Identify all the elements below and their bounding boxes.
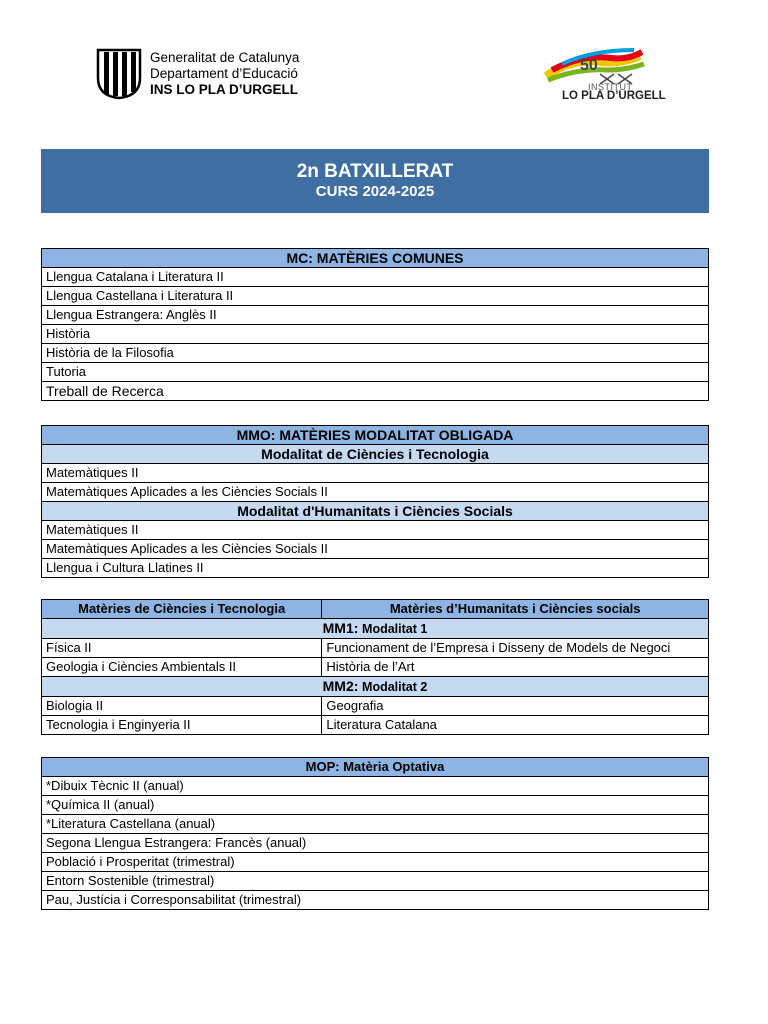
modality-group-title: Modalitat de Ciències i Tecnologia — [42, 445, 709, 464]
table-row: Tutoria — [42, 363, 709, 382]
generalitat-text — [150, 50, 299, 98]
table-cell: Literatura Catalana — [322, 716, 709, 735]
common-subjects-table — [41, 248, 709, 401]
table-row: *Química II (anual) — [42, 796, 709, 815]
modality-block-heading — [42, 619, 709, 639]
table-row: Treball de Recerca — [42, 382, 709, 401]
table-cell: Funcionament de l’Empresa i Disseny de Models de Negoci — [322, 639, 709, 658]
generalitat-name: Generalitat de Catalunya — [150, 50, 300, 65]
page-header — [96, 48, 666, 104]
school-logo-institut: INSTITUT — [588, 82, 633, 92]
table-row: Llengua Castellana i Literatura II — [42, 287, 709, 306]
generalitat-logo — [96, 48, 142, 100]
table-row: Llengua Estrangera: Anglès II — [42, 306, 709, 325]
table-cell: Física II — [42, 639, 322, 658]
optional-subjects-table — [41, 757, 709, 910]
department-name: Departament d’Educació — [150, 66, 298, 81]
table-cell: Història de l’Art — [322, 658, 709, 677]
table-cell: Geografia — [322, 697, 709, 716]
modality-label: Modalitat 2 — [362, 680, 428, 694]
school-logo-name: LO PLA D’URGELL — [562, 90, 666, 102]
table-row: Segona Llengua Estrangera: Francès (anual) — [42, 834, 709, 853]
table-row: Història — [42, 325, 709, 344]
table-row: Matemàtiques Aplicades a les Ciències Socials II — [42, 483, 709, 502]
table-row: *Literatura Castellana (anual) — [42, 815, 709, 834]
school-logo — [542, 48, 666, 104]
table-row: Població i Prosperitat (trimestral) — [42, 853, 709, 872]
modality-code: MM1: — [322, 620, 359, 636]
modality-group-title: Modalitat d'Humanitats i Ciències Socials — [42, 502, 709, 521]
modality-label: Modalitat 1 — [362, 622, 428, 636]
school-logo-number: 50 — [580, 57, 598, 74]
common-subjects-heading: MC: MATÈRIES COMUNES — [42, 249, 709, 268]
course-year: CURS 2024-2025 — [315, 183, 435, 200]
school-name: INS LO PLA D’URGELL — [150, 82, 298, 97]
column-header-humanities: Matèries d’Humanitats i Ciències socials — [322, 600, 709, 619]
table-row: Matemàtiques II — [42, 464, 709, 483]
page-title: 2n BATXILLERAT — [296, 161, 454, 182]
table-row: Història de la Filosofia — [42, 344, 709, 363]
table-cell: Geologia i Ciències Ambientals II — [42, 658, 322, 677]
title-banner — [41, 149, 709, 213]
table-row: Llengua Catalana i Literatura II — [42, 268, 709, 287]
table-row: Entorn Sostenible (trimestral) — [42, 872, 709, 891]
table-row: Pau, Justícia i Corresponsabilitat (trimestral) — [42, 891, 709, 910]
mandatory-modality-table — [41, 425, 709, 578]
mandatory-modality-heading: MMO: MATÈRIES MODALITAT OBLIGADA — [42, 426, 709, 445]
table-row: *Dibuix Tècnic II (anual) — [42, 777, 709, 796]
modality-subjects-table — [41, 599, 709, 735]
table-cell: Biologia II — [42, 697, 322, 716]
modality-block-heading — [42, 677, 709, 697]
table-row: Matemàtiques Aplicades a les Ciències Socials II — [42, 540, 709, 559]
table-cell: Tecnologia i Enginyeria II — [42, 716, 322, 735]
table-row: Llengua i Cultura Llatines II — [42, 559, 709, 578]
optional-subjects-heading: MOP: Matèria Optativa — [42, 758, 709, 777]
table-row: Matemàtiques II — [42, 521, 709, 540]
modality-code: MM2: — [322, 678, 359, 694]
column-header-sciences: Matèries de Ciències i Tecnologia — [42, 600, 322, 619]
